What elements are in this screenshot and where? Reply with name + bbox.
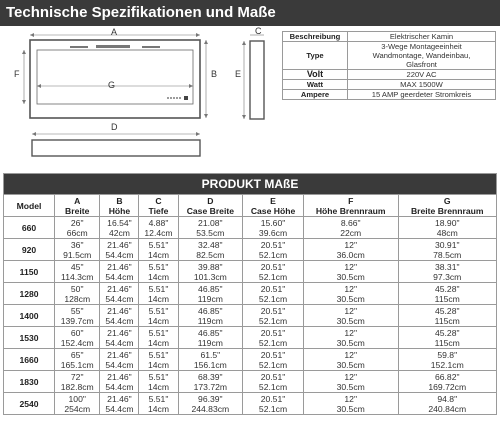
value-inch: 45" [70,261,84,272]
value-cm: 54.4cm [105,293,134,304]
value-cm: 54.4cm [105,403,134,414]
vent-slot-right [142,46,160,48]
value-inch: 12" [344,349,358,360]
value-cm: 14cm [148,249,170,260]
dimension-cell [139,327,178,349]
value-cm: 14cm [148,293,170,304]
header-a: A Breite [55,195,100,217]
table-row [4,217,497,239]
table-row [4,349,497,371]
dimension-cell [178,393,243,415]
dimension-cell [178,283,243,305]
value-cm: 91.5cm [63,249,92,260]
value-cm: 22cm [340,227,362,238]
dim-label-d: D [111,122,118,132]
value-cm: 36.0cm [336,249,365,260]
value-cm: 14cm [148,337,170,348]
spec-value: 220V AC [348,70,496,80]
value-cm: 173.72m [193,381,228,392]
dimension-cell [243,261,304,283]
spec-key: Type [283,42,348,70]
value-inch: 72" [70,371,84,382]
dimension-cell [398,239,496,261]
value-inch: 5.51" [148,349,169,360]
value-inch: 21.46" [107,239,132,250]
table-row [4,371,497,393]
value-cm: 97.3cm [433,271,462,282]
value-cm: 54.4cm [105,337,134,348]
value-inch: 61.5" [200,349,221,360]
dimension-cell [243,217,304,239]
value-inch: 94.8" [437,393,458,404]
dim-label-a: A [111,27,118,37]
dimension-cell [303,305,398,327]
value-cm: 53.5cm [196,227,225,238]
table-row [4,305,497,327]
value-inch: 20.51" [260,305,286,316]
value-inch: 12" [344,393,358,404]
value-cm: 52.1cm [258,293,288,304]
value-inch: 5.51" [148,327,169,338]
dimension-cell [178,239,243,261]
value-inch: 96.39" [198,393,223,404]
dimension-cell [100,349,139,371]
value-cm: 78.5cm [433,249,462,260]
dim-label-e: E [235,69,242,79]
dimension-cell [139,217,178,239]
value-cm: 30.5cm [336,293,365,304]
product-table [3,173,497,415]
value-cm: 54.4cm [105,315,134,326]
dimension-cell [55,261,100,283]
dimension-cell [139,349,178,371]
value-cm: 165.1cm [60,359,94,370]
model-cell: 1150 [4,261,55,283]
dimension-cell [139,371,178,393]
spec-row [283,80,496,90]
value-inch: 46.85" [198,283,223,294]
value-inch: 21.46" [107,349,132,360]
value-inch: 21.46" [107,261,132,272]
value-inch: 20.51" [260,393,286,404]
value-inch: 32.48" [198,239,223,250]
value-inch: 46.85" [198,305,223,316]
dimension-cell [178,217,243,239]
model-cell: 1830 [4,371,55,393]
dimension-cell [55,371,100,393]
value-inch: 45.28" [434,305,460,316]
value-cm: 30.5cm [336,359,365,370]
dimension-cell [398,327,496,349]
dimension-cell [303,349,398,371]
value-cm: 101.3cm [193,271,227,282]
header-d: D Case Breite [178,195,243,217]
dimension-cell [243,327,304,349]
spec-key: Beschreibung [283,32,348,42]
dimension-cell [55,239,100,261]
dimension-cell [398,283,496,305]
dimension-cell [139,305,178,327]
value-cm: 115cm [434,293,460,304]
dimension-cell [303,283,398,305]
value-cm: 139.7cm [60,315,94,326]
value-inch: 12" [344,261,358,272]
value-cm: 152.1cm [430,359,464,370]
dimension-cell [100,239,139,261]
dimension-cell [398,393,496,415]
value-inch: 46.85" [198,327,223,338]
dimension-cell [100,327,139,349]
value-inch: 20.51" [260,327,286,338]
dim-label-g: G [108,80,116,90]
value-cm: 66cm [66,227,88,238]
value-inch: 66.82" [434,371,460,382]
dimension-cell [303,327,398,349]
table-row [4,393,497,415]
dimension-cell [100,283,139,305]
value-inch: 12" [344,283,358,294]
value-cm: 52.1cm [258,337,288,348]
model-cell: 1530 [4,327,55,349]
model-cell: 1660 [4,349,55,371]
dimension-cell [100,371,139,393]
value-inch: 5.51" [148,283,169,294]
dimension-cell [178,305,243,327]
value-cm: 182.8cm [60,381,94,392]
product-header-row [4,195,497,217]
value-inch: 20.51" [260,349,286,360]
dimension-cell [243,393,304,415]
value-inch: 8.66" [340,217,361,228]
model-cell: 660 [4,217,55,239]
dimension-cell [100,393,139,415]
value-cm: 14cm [148,403,170,414]
value-inch: 30.91" [434,239,460,250]
value-inch: 20.51" [260,283,286,294]
value-inch: 21.46" [107,305,132,316]
value-cm: 254cm [64,403,91,414]
spec-row [283,32,496,42]
spec-row [283,70,496,80]
table-row [4,261,497,283]
header-b: B Höhe [100,195,139,217]
vent-slot-center [96,45,130,48]
value-cm: 82.5cm [196,249,225,260]
value-cm: 30.5cm [336,315,365,326]
header-e: E Case Höhe [243,195,304,217]
fireplace-front-view [30,40,200,118]
dimension-diagram [0,26,282,176]
value-inch: 45.28" [434,283,460,294]
dim-label-c: C [255,26,262,36]
value-inch: 21.46" [107,371,132,382]
dimension-cell [55,305,100,327]
value-inch: 26" [70,217,84,228]
dimension-cell [139,283,178,305]
value-cm: 52.1cm [258,249,288,260]
dimension-cell [139,239,178,261]
value-inch: 12" [344,371,358,382]
spec-value: 3-Wege Montageeinheit Wandmontage, Wandeinbau, Glasfront [348,42,496,70]
value-inch: 68.39" [198,371,223,382]
value-cm: 48cm [436,227,458,238]
dimension-cell [55,327,100,349]
table-row [4,283,497,305]
fireplace-side-view [250,41,264,119]
spec-value: 15 AMP geerdeter Stromkreis [348,90,496,100]
value-cm: 54.4cm [105,381,134,392]
value-cm: 240.84cm [428,403,467,414]
spec-key: Volt [283,70,348,80]
value-inch: 21.08" [198,217,223,228]
value-inch: 50" [70,283,84,294]
value-inch: 65" [70,349,84,360]
value-inch: 12" [344,305,358,316]
spec-value: MAX 1500W [348,80,496,90]
value-cm: 12.4cm [144,227,173,238]
header-model: Model [4,195,55,217]
dimension-cell [139,393,178,415]
value-inch: 16.54" [107,217,132,228]
dimension-cell [243,239,304,261]
value-inch: 36" [70,239,84,250]
dimension-cell [398,305,496,327]
spec-row [283,42,496,70]
value-inch: 4.88" [148,217,169,228]
dimension-cell [243,283,304,305]
value-cm: 119cm [197,315,223,326]
value-inch: 5.51" [148,305,169,316]
value-cm: 156.1cm [193,359,227,370]
value-inch: 12" [344,327,358,338]
dim-label-b: B [211,69,218,79]
spec-key: Watt [283,80,348,90]
dimension-cell [178,349,243,371]
header-f: F Höhe Brennraum [303,195,398,217]
model-cell: 1280 [4,283,55,305]
value-cm: 30.5cm [336,403,365,414]
value-inch: 5.51" [148,393,169,404]
vent-slot-left [70,46,88,48]
model-cell: 920 [4,239,55,261]
value-inch: 45.28" [434,327,460,338]
product-table-title: PRODUKT MAßE [4,174,497,195]
dimension-cell [178,261,243,283]
dimension-cell [100,305,139,327]
table-row [4,327,497,349]
section-header [0,0,500,26]
value-cm: 30.5cm [336,337,365,348]
dimension-cell [398,349,496,371]
value-inch: 15.60" [260,217,286,228]
dimension-cell [178,371,243,393]
value-inch: 21.46" [107,393,132,404]
value-cm: 115cm [434,337,460,348]
value-cm: 244.83cm [191,403,230,414]
value-inch: 100" [68,393,86,404]
value-cm: 114.3cm [61,271,94,282]
value-inch: 18.90" [434,217,460,228]
value-cm: 14cm [148,359,170,370]
dimension-cell [100,217,139,239]
value-cm: 14cm [148,381,170,392]
value-inch: 20.51" [260,239,286,250]
value-cm: 14cm [148,315,170,326]
value-inch: 59.8" [437,349,458,360]
value-cm: 52.1cm [258,359,288,370]
dimension-cell [303,217,398,239]
value-cm: 54.4cm [105,359,134,370]
fireplace-bottom-view [32,140,200,156]
dimension-cell [243,349,304,371]
value-inch: 5.51" [148,239,169,250]
dimension-cell [55,393,100,415]
dimension-cell [55,283,100,305]
value-cm: 169.72cm [428,381,467,392]
value-inch: 38.31" [434,261,460,272]
page-title: Technische Spezifikationen und Maße [6,4,276,21]
dimension-cell [55,349,100,371]
value-cm: 52.1cm [258,381,288,392]
spec-value: Elektrischer Kamin [348,32,496,42]
value-cm: 14cm [148,271,170,282]
header-c: C Tiefe [139,195,178,217]
value-inch: 21.46" [107,327,132,338]
spec-row [283,90,496,100]
value-cm: 30.5cm [336,271,365,282]
spec-key: Ampere [283,90,348,100]
value-inch: 55" [70,305,84,316]
value-inch: 20.51" [260,261,286,272]
dimension-cell [303,261,398,283]
value-cm: 42cm [108,227,130,238]
control-indicator [184,96,188,100]
value-inch: 20.51" [260,371,286,382]
value-cm: 152.4cm [60,337,94,348]
value-cm: 52.1cm [258,403,288,414]
value-cm: 30.5cm [336,381,365,392]
dimension-cell [303,393,398,415]
dimension-cell [303,239,398,261]
model-cell: 2540 [4,393,55,415]
value-inch: 21.46" [107,283,132,294]
value-cm: 115cm [434,315,460,326]
dimension-cell [243,305,304,327]
dimension-cell [398,217,496,239]
value-cm: 119cm [197,293,223,304]
value-inch: 12" [344,239,358,250]
value-inch: 39.88" [198,261,223,272]
spec-table [282,31,496,100]
dimension-cell [55,217,100,239]
model-cell: 1400 [4,305,55,327]
value-cm: 54.4cm [105,271,134,282]
dimension-cell [303,371,398,393]
dim-label-f: F [14,69,20,79]
value-inch: 5.51" [148,371,169,382]
product-table-body [4,217,497,415]
value-cm: 119cm [197,337,223,348]
dimension-cell [100,261,139,283]
table-row [4,239,497,261]
value-inch: 5.51" [148,261,169,272]
value-cm: 39.6cm [258,227,288,238]
value-cm: 128cm [64,293,91,304]
header-g: G Breite Brennraum [398,195,496,217]
value-inch: 60" [70,327,84,338]
dimension-cell [398,261,496,283]
dimension-cell [243,371,304,393]
value-cm: 52.1cm [258,271,288,282]
dimension-cell [139,261,178,283]
value-cm: 52.1cm [258,315,288,326]
dimension-cell [398,371,496,393]
value-cm: 54.4cm [105,249,134,260]
dimension-cell [178,327,243,349]
